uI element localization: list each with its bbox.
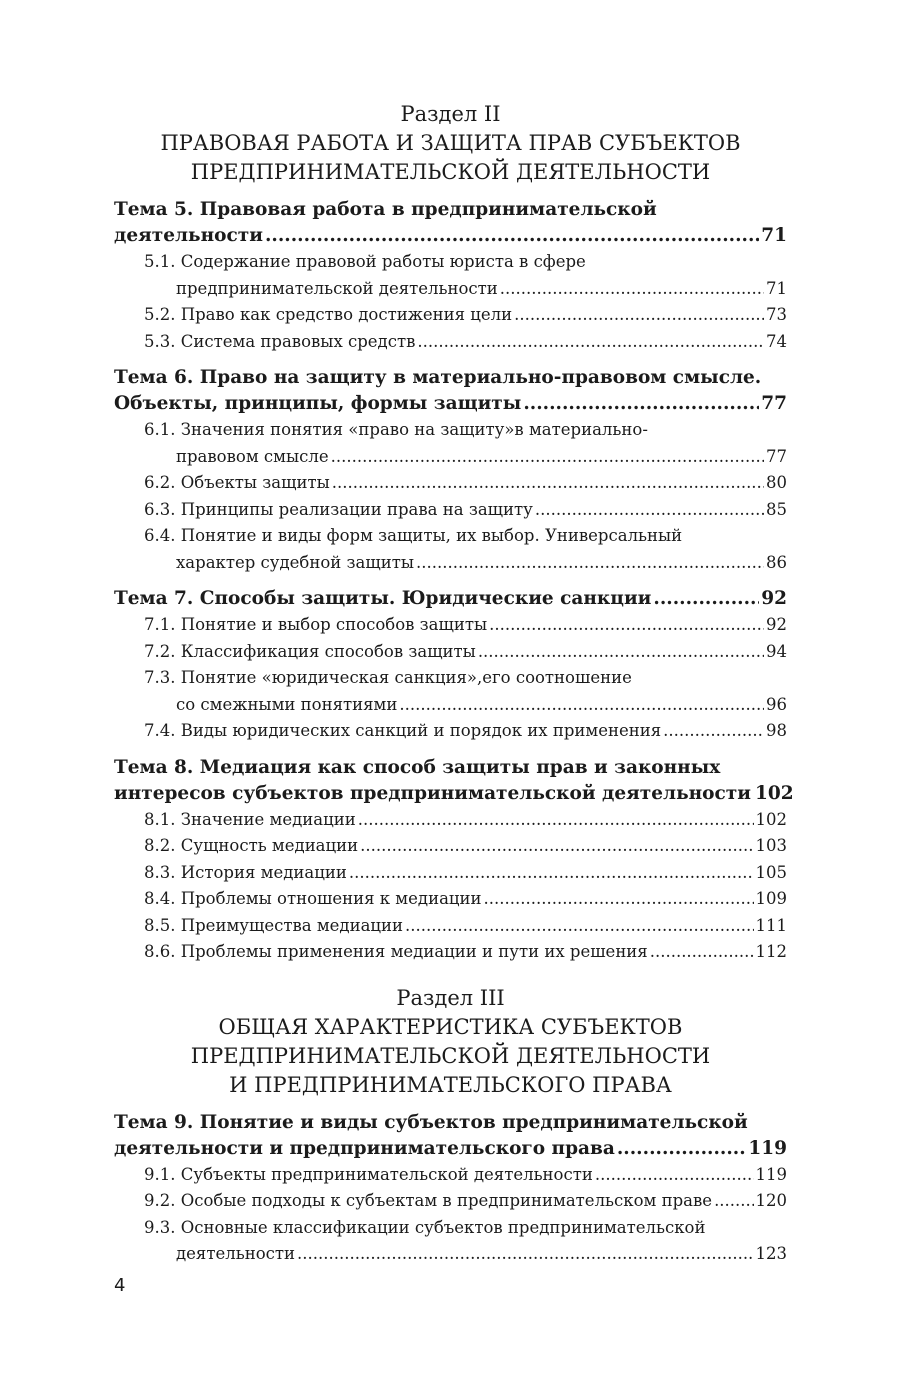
toc-item-8-5-page: 111 — [755, 915, 787, 935]
leader-dots — [331, 444, 764, 471]
toc-item-8-5[interactable] — [114, 913, 787, 940]
section-2-heading — [114, 100, 787, 187]
toc-item-9-3-line-2: деятельности — [176, 1244, 295, 1263]
toc-item-7-4-page: 98 — [766, 721, 787, 740]
toc-item-8-1-label: 8.1. Значение медиации — [144, 809, 356, 829]
table-of-contents — [114, 100, 794, 1268]
toc-item-8-3-label: 8.3. История медиации — [144, 862, 347, 882]
leader-dots — [514, 302, 764, 329]
toc-item-6-4-title — [114, 523, 787, 550]
toc-item-8-4-page: 109 — [755, 889, 787, 908]
leader-dots — [478, 639, 764, 666]
toc-item-7-1-label: 7.1. Понятие и выбор способов защиты — [144, 615, 488, 634]
toc-item-7-2-page: 94 — [766, 641, 787, 661]
toc-item-9-2-page: 120 — [755, 1191, 787, 1210]
topic-8-title — [114, 755, 787, 781]
toc-item-8-2-page: 103 — [755, 836, 787, 855]
leader-dots — [399, 692, 764, 719]
toc-item-8-6-page: 112 — [755, 942, 787, 961]
leader-dots — [500, 276, 764, 303]
topic-6-title-line-2: Объекты, принципы, формы защиты — [114, 393, 522, 414]
toc-item-8-6[interactable] — [114, 939, 787, 966]
topic-5-title — [114, 197, 787, 223]
toc-item-7-4-label: 7.4. Виды юридических санкций и порядок их применения — [144, 721, 662, 740]
toc-item-6-1-page: 77 — [766, 446, 787, 466]
leader-dots — [358, 807, 754, 834]
toc-item-5-1-line-1: 5.1. Содержание правовой работы юриста в сфере — [144, 252, 586, 271]
section-3-heading — [114, 984, 787, 1100]
topic-9 — [114, 1110, 787, 1268]
topic-5-title-line-2: деятельности — [114, 225, 263, 246]
toc-item-9-3-page: 123 — [755, 1244, 787, 1263]
toc-item-7-4[interactable] — [114, 718, 787, 745]
toc-item-7-3[interactable] — [114, 692, 787, 719]
topic-9-page: 119 — [748, 1137, 787, 1159]
leader-dots — [405, 913, 753, 940]
toc-item-6-4-line-1: 6.4. Понятие и виды форм защиты, их выбор. Универсальный — [144, 526, 683, 545]
topic-9-title — [114, 1110, 787, 1136]
topic-9-title-line-2: деятельности и предпринимательского права — [114, 1137, 615, 1159]
topic-8-title-line-2: интересов субъектов предпринимательской деятельности — [114, 782, 751, 804]
topic-8-entry[interactable] — [114, 781, 794, 807]
toc-item-6-4-page: 86 — [766, 552, 787, 572]
topic-5 — [114, 197, 787, 355]
toc-item-8-3-page: 105 — [755, 862, 787, 882]
topic-5-entry[interactable] — [114, 223, 787, 249]
toc-item-8-6-label: 8.6. Проблемы применения медиации и пути их решения — [144, 942, 648, 961]
topic-6 — [114, 365, 787, 576]
leader-dots — [332, 470, 764, 497]
toc-item-6-1-title — [114, 417, 787, 444]
toc-item-7-3-title — [114, 665, 787, 692]
leader-dots — [663, 718, 764, 745]
topic-6-title — [114, 365, 787, 391]
topic-5-title-line-1: Тема 5. Правовая работа в предпринимательской — [114, 199, 657, 220]
leader-dots — [653, 586, 759, 612]
toc-item-6-4[interactable] — [114, 550, 787, 577]
toc-item-9-2[interactable] — [114, 1188, 787, 1215]
toc-item-9-3[interactable] — [114, 1241, 787, 1268]
toc-item-5-3-label: 5.3. Система правовых средств — [144, 331, 416, 351]
section-3-title-line-2: ПРЕДПРИНИМАТЕЛЬСКОЙ ДЕЯТЕЛЬНОСТИ — [190, 1043, 711, 1068]
leader-dots — [349, 860, 754, 887]
topic-6-title-line-1: Тема 6. Право на защиту в материально-правовом смысле. — [114, 367, 762, 388]
toc-item-6-1-line-1: 6.1. Значения понятия «право на защиту»в материально- — [144, 420, 648, 439]
toc-item-7-1-page: 92 — [766, 615, 787, 634]
toc-item-6-2-page: 80 — [766, 473, 787, 492]
toc-item-9-3-line-1: 9.3. Основные классификации субъектов предпринимательской — [144, 1217, 706, 1237]
toc-item-6-3-label: 6.3. Принципы реализации права на защиту — [144, 499, 533, 519]
toc-item-9-1-label: 9.1. Субъекты предпринимательской деятельности — [144, 1164, 593, 1184]
toc-item-8-1-page: 102 — [755, 809, 787, 829]
toc-item-7-2-label: 7.2. Классификация способов защиты — [144, 641, 476, 661]
toc-item-7-3-line-1: 7.3. Понятие «юридическая санкция»,его соотношение — [144, 668, 632, 687]
leader-dots — [265, 223, 759, 249]
toc-item-6-2[interactable] — [114, 470, 787, 497]
toc-item-9-1-page: 119 — [755, 1164, 787, 1184]
topic-7-entry[interactable] — [114, 586, 787, 612]
section-3-label: Раздел III — [396, 985, 505, 1010]
topic-6-entry[interactable] — [114, 391, 787, 417]
page-number: 4 — [114, 1275, 126, 1296]
toc-item-5-2-label: 5.2. Право как средство достижения цели — [144, 305, 513, 324]
topic-7-title: Тема 7. Способы защиты. Юридические санкции — [114, 588, 652, 609]
toc-item-9-3-title — [114, 1215, 787, 1242]
toc-item-6-3[interactable] — [114, 497, 787, 524]
topic-7 — [114, 586, 787, 745]
toc-item-6-1[interactable] — [114, 444, 787, 471]
toc-item-7-1[interactable] — [114, 612, 787, 639]
toc-item-8-2-label: 8.2. Сущность медиации — [144, 836, 359, 855]
topic-8-title-line-1: Тема 8. Медиация как способ защиты прав и законных — [114, 756, 721, 778]
toc-item-8-4[interactable] — [114, 886, 787, 913]
toc-item-5-2[interactable] — [114, 302, 787, 329]
leader-dots — [523, 391, 759, 417]
toc-item-8-2[interactable] — [114, 833, 787, 860]
toc-item-5-1[interactable] — [114, 276, 787, 303]
toc-item-8-5-label: 8.5. Преимущества медиации — [144, 915, 404, 935]
toc-item-9-2-label: 9.2. Особые подходы к субъектам в предпринимательском праве — [144, 1191, 713, 1210]
toc-item-8-4-label: 8.4. Проблемы отношения к медиации — [144, 889, 482, 908]
leader-dots — [595, 1162, 754, 1189]
toc-item-6-1-line-2: правовом смысле — [176, 446, 329, 466]
toc-item-5-3[interactable] — [114, 329, 787, 356]
toc-item-7-3-page: 96 — [766, 694, 787, 714]
section-2-label: Раздел II — [400, 102, 501, 126]
toc-item-9-1[interactable] — [114, 1162, 787, 1189]
toc-item-6-4-line-2: характер судебной защиты — [176, 552, 414, 572]
toc-item-6-2-label: 6.2. Объекты защиты — [144, 473, 330, 492]
topic-8 — [114, 755, 794, 966]
leader-dots — [297, 1241, 754, 1268]
leader-dots — [617, 1136, 747, 1162]
toc-item-8-3[interactable] — [114, 860, 787, 887]
section-3-title-line-3: И ПРЕДПРИНИМАТЕЛЬСКОГО ПРАВА — [229, 1072, 672, 1097]
toc-item-5-3-page: 74 — [766, 331, 787, 351]
section-2-title-line-2: ПРЕДПРИНИМАТЕЛЬСКОЙ ДЕЯТЕЛЬНОСТИ — [190, 160, 711, 184]
topic-9-entry[interactable] — [114, 1136, 787, 1162]
toc-item-5-2-page: 73 — [766, 305, 787, 324]
topic-8-page: 102 — [754, 782, 794, 804]
toc-item-6-3-page: 85 — [766, 499, 787, 519]
leader-dots — [416, 550, 764, 577]
leader-dots — [489, 612, 764, 639]
toc-item-8-1[interactable] — [114, 807, 787, 834]
leader-dots — [650, 939, 754, 966]
leader-dots — [714, 1188, 753, 1215]
section-3-title-line-1: ОБЩАЯ ХАРАКТЕРИСТИКА СУБЪЕКТОВ — [218, 1014, 683, 1039]
leader-dots — [360, 833, 753, 860]
topic-5-page: 71 — [761, 225, 787, 246]
toc-item-7-2[interactable] — [114, 639, 787, 666]
topic-6-page: 77 — [761, 393, 787, 414]
leader-dots — [484, 886, 754, 913]
toc-item-5-1-page: 71 — [766, 278, 787, 298]
leader-dots — [535, 497, 764, 524]
section-2-title-line-1: ПРАВОВАЯ РАБОТА И ЗАЩИТА ПРАВ СУБЪЕКТОВ — [160, 131, 741, 155]
toc-item-7-3-line-2: со смежными понятиями — [176, 694, 398, 714]
topic-7-page: 92 — [761, 588, 787, 609]
toc-item-5-1-line-2: предпринимательской деятельности — [176, 278, 498, 298]
leader-dots — [417, 329, 764, 356]
topic-9-title-line-1: Тема 9. Понятие и виды субъектов предпринимательской — [114, 1111, 748, 1133]
toc-item-5-1-title — [114, 249, 787, 276]
